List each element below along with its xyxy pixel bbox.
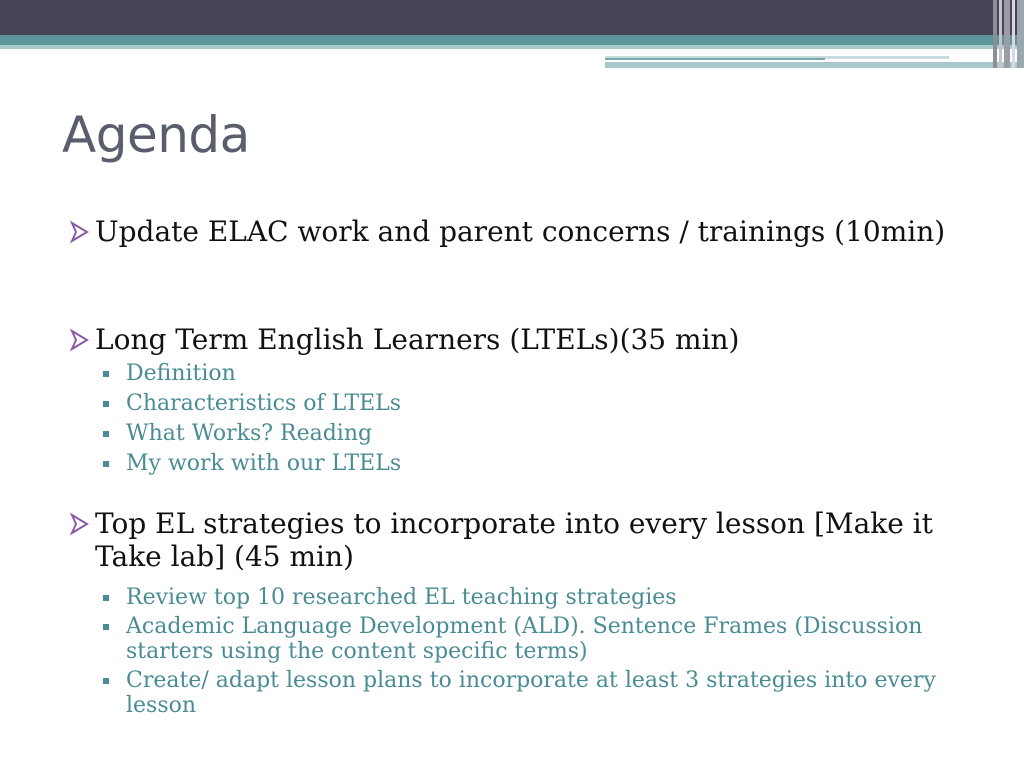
arrow-right-outline-icon: [68, 215, 92, 248]
arrow-right-outline-icon: [68, 323, 92, 356]
agenda-item-text-wrap: [68, 215, 968, 248]
header-accent-line: [0, 45, 1024, 49]
agenda-subitem: [68, 585, 968, 610]
header-stripe: [993, 0, 997, 68]
square-bullet-icon: [103, 371, 109, 377]
agenda-subitem-text: Characteristics of LTELs: [126, 391, 402, 416]
agenda-subitem-text: Academic Language Development (ALD). Sentence Frames (Discussion starters using the content specific terms): [126, 614, 923, 664]
header-stripe: [1017, 0, 1024, 68]
header-stripe: [1004, 0, 1010, 68]
header-stripe: [1012, 0, 1015, 68]
agenda-subitem: [68, 668, 968, 718]
agenda-item-text: Top EL strategies to incorporate into every lesson [Make it Take lab] (45 min): [95, 507, 933, 573]
agenda-item: [68, 215, 968, 248]
agenda-subitem-text: My work with our LTELs: [126, 451, 402, 476]
header-underline: [605, 58, 825, 60]
agenda-subitem-text: Definition: [126, 361, 236, 386]
agenda-subitem: [68, 419, 968, 449]
agenda-item-text: Update ELAC work and parent concerns / trainings (10min): [95, 215, 946, 248]
header-underline: [605, 62, 1024, 68]
square-bullet-icon: [103, 461, 109, 467]
header-accent-bar: [0, 35, 1024, 45]
agenda-subitem-text: What Works? Reading: [126, 421, 373, 446]
agenda-subitem: [68, 359, 968, 389]
agenda-subitem-text: Create/ adapt lesson plans to incorporate at least 3 strategies into every lesson: [126, 668, 936, 718]
header-bar: [0, 0, 1024, 35]
agenda-item: [68, 323, 968, 479]
agenda-subitem-list: [68, 585, 968, 718]
agenda-item-text-wrap: [68, 323, 968, 356]
square-bullet-icon: [103, 595, 109, 601]
agenda-subitem-list: [68, 359, 968, 479]
agenda-item: [68, 507, 968, 722]
agenda-subitem: [68, 449, 968, 479]
header-stripe: [999, 0, 1002, 68]
agenda-item-text-wrap: [68, 507, 968, 573]
slide-title: Agenda: [62, 106, 250, 164]
square-bullet-icon: [103, 678, 109, 684]
agenda-subitem: [68, 389, 968, 419]
agenda-subitem-text: Review top 10 researched EL teaching strategies: [126, 585, 677, 610]
agenda-subitem: [68, 614, 968, 664]
arrow-right-outline-icon: [68, 507, 92, 540]
square-bullet-icon: [103, 624, 109, 630]
agenda-item-text: Long Term English Learners (LTELs)(35 min): [95, 323, 740, 356]
square-bullet-icon: [103, 401, 109, 407]
square-bullet-icon: [103, 431, 109, 437]
